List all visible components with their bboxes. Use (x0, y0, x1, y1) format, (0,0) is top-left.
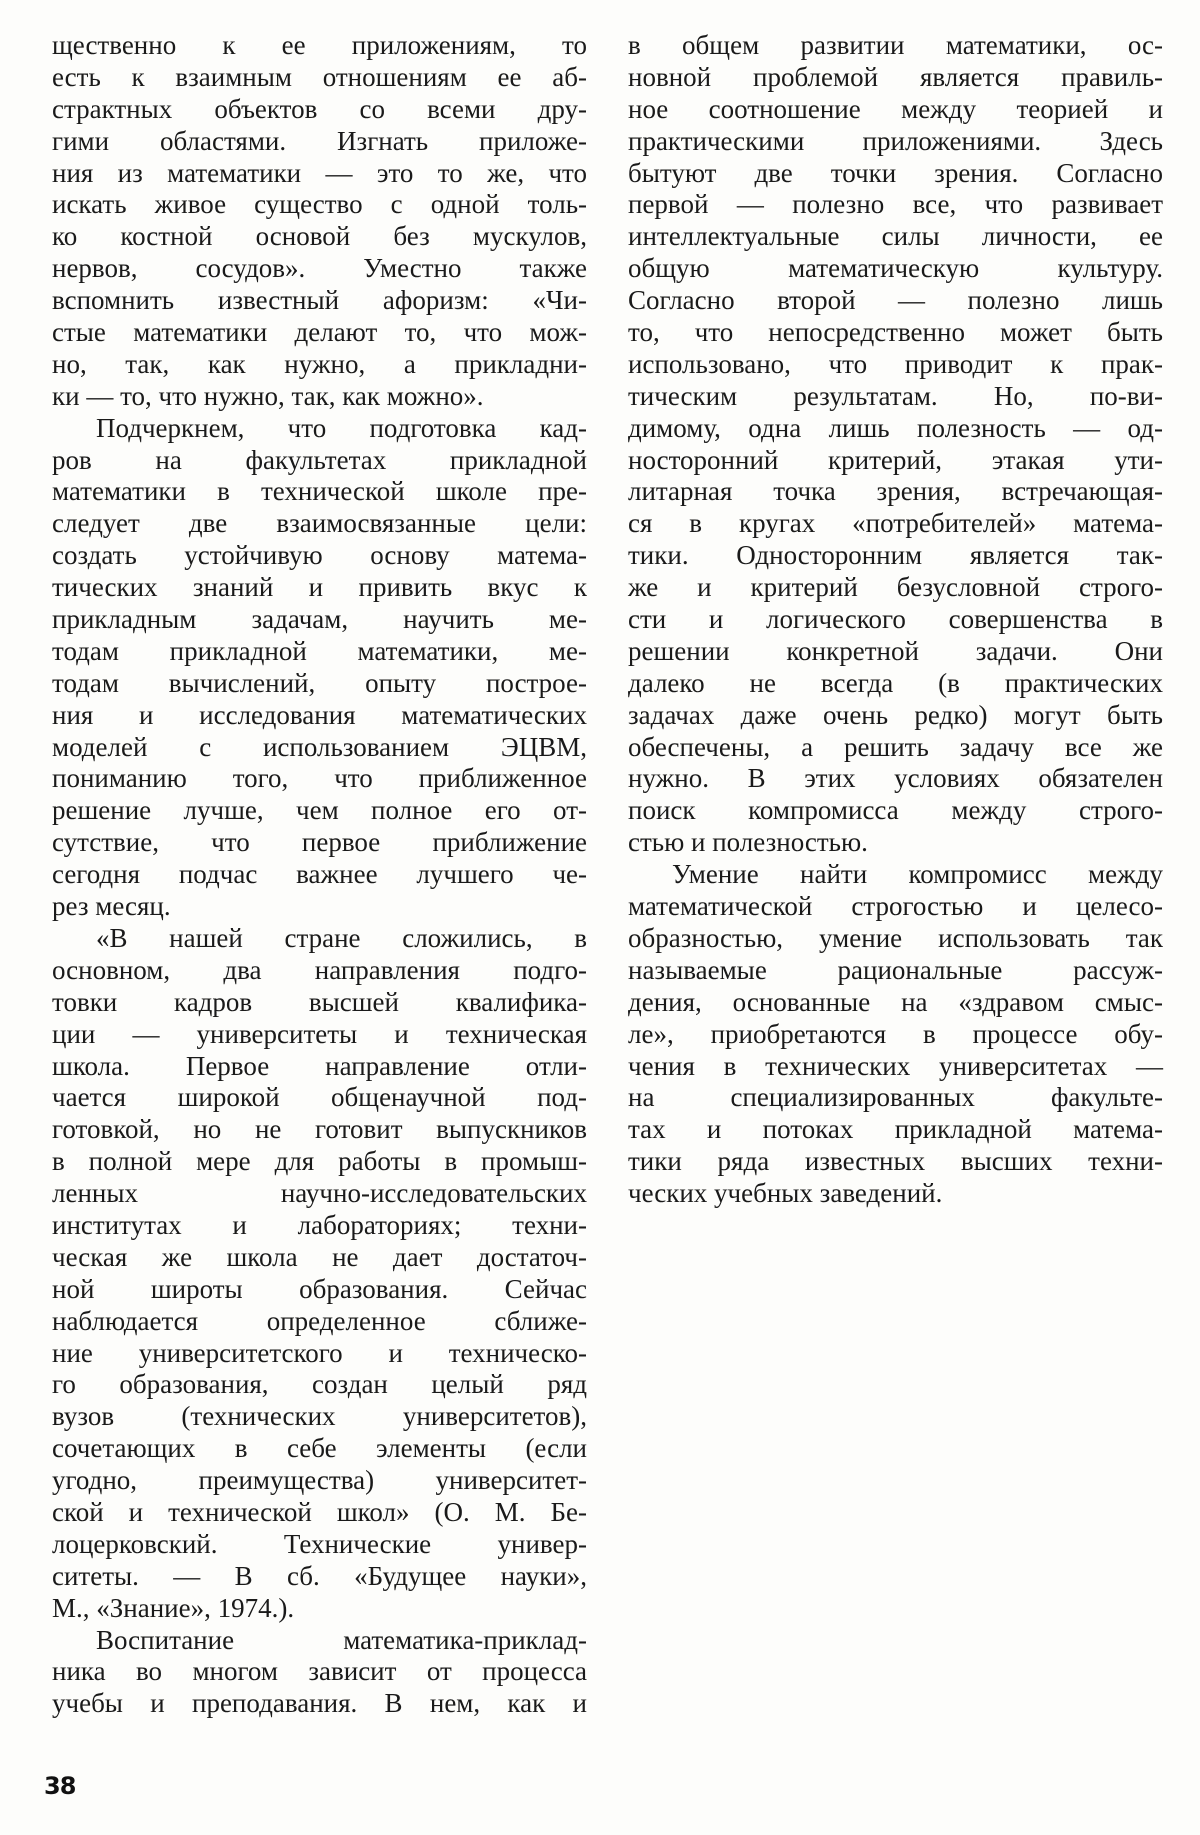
text-line: сегодня подчас важнее лучшего че- (52, 859, 587, 890)
text-line: ской и технической школ» (О. М. Бе- (52, 1496, 587, 1527)
text-line: основном, два направления подго- (52, 954, 587, 985)
text-line: есть к взаимным отношениям ее аб- (52, 61, 587, 92)
text-line: ции — университеты и техническая (52, 1018, 587, 1049)
text-line: называемые рациональные рассуж- (628, 954, 1163, 985)
text-line: наблюдается определенное сближе- (52, 1305, 587, 1336)
text-line: моделей с использованием ЭЦВМ, (52, 731, 587, 762)
text-line: ческая же школа не дает достаточ- (52, 1241, 587, 1272)
text-line: «В нашей стране сложились, в (96, 922, 587, 953)
text-line: щественно к ее приложениям, то (52, 30, 587, 60)
text-line: ной широты образования. Сейчас (52, 1273, 587, 1304)
text-line: поиск компромисса между строго- (628, 795, 1163, 826)
text-line: ленных научно-исследовательских (52, 1178, 587, 1209)
text-line: ческих учебных заведений. (628, 1178, 943, 1209)
text-line: но, так, как нужно, а прикладни- (52, 348, 587, 379)
text-line: литарная точка зрения, встречающая- (628, 476, 1163, 507)
text-line: же и критерий безусловной строго- (628, 572, 1163, 603)
text-line: Умение найти компромисс между (672, 859, 1163, 890)
text-line: общую математическую культуру. (628, 253, 1163, 284)
text-line: угодно, преимущества) университет- (52, 1465, 587, 1496)
right-column (628, 30, 1163, 1210)
text-line: нужно. В этих условиях обязателен (628, 763, 1163, 794)
text-line: математики в технической школе пре- (52, 476, 587, 507)
text-line: нервов, сосудов». Уместно также (52, 253, 587, 284)
text-line: тических знаний и привить вкус к (52, 572, 587, 603)
text-line: М., «Знание», 1974.). (52, 1592, 295, 1623)
text-line: задачах даже очень редко) могут быть (628, 699, 1163, 730)
text-line: решение лучше, чем полное его от- (52, 795, 587, 826)
text-line: чается широкой общенаучной под- (52, 1082, 587, 1113)
text-line: в общем развитии математики, ос- (628, 30, 1163, 60)
text-line: образностью, умение использовать так (628, 922, 1163, 953)
text-line: страктных объектов со всеми дру- (52, 93, 587, 124)
text-line: ко костной основой без мускулов, (52, 221, 587, 252)
text-line: обеспечены, а решить задачу все же (628, 731, 1163, 762)
text-line: практическими приложениями. Здесь (628, 125, 1163, 156)
text-line: тодам вычислений, опыту построе- (52, 667, 587, 698)
text-line: институтах и лабораториях; техни- (52, 1209, 587, 1240)
text-line: бытуют две точки зрения. Согласно (628, 157, 1163, 188)
text-line: ся в кругах «потребителей» матема- (628, 508, 1163, 539)
text-line: использовано, что приводит к прак- (628, 348, 1163, 379)
text-line: искать живое существо с одной толь- (52, 189, 587, 220)
text-line: новной проблемой является правиль- (628, 61, 1163, 92)
text-line: носторонний критерий, этакая ути- (628, 444, 1163, 475)
text-line: ле», приобретаются в процессе обу- (628, 1018, 1163, 1049)
text-line: тики. Односторонним является так- (628, 540, 1163, 571)
text-line: сочетающих в себе элементы (если (52, 1433, 587, 1464)
text-line: товки кадров высшей квалифика- (52, 986, 587, 1017)
text-line: интеллектуальные силы личности, ее (628, 221, 1163, 252)
text-line: тах и потоках прикладной матема- (628, 1114, 1163, 1145)
text-line: ние университетского и техническо- (52, 1337, 587, 1368)
text-line: математической строгостью и целесо- (628, 891, 1163, 922)
text-line: рез месяц. (52, 891, 171, 922)
text-line: тодам прикладной математики, ме- (52, 635, 587, 666)
text-line: решении конкретной задачи. Они (628, 635, 1163, 666)
text-line: димому, одна лишь полезность — од- (628, 412, 1163, 443)
text-line: сти и логического совершенства в (628, 604, 1163, 635)
text-line: вспомнить известный афоризм: «Чи- (52, 285, 587, 316)
text-line: Подчеркнем, что подготовка кад- (96, 412, 587, 443)
text-line: стью и полезностью. (628, 827, 868, 858)
text-line: гими областями. Изгнать приложе- (52, 125, 587, 156)
text-line: стые математики делают то, что мож- (52, 317, 587, 348)
text-line: тическим результатам. Но, по-ви- (628, 380, 1163, 411)
text-line: прикладным задачам, научить ме- (52, 604, 587, 635)
text-line: школа. Первое направление отли- (52, 1050, 587, 1081)
text-line: Воспитание математика-приклад- (96, 1624, 587, 1655)
text-line: первой — полезно все, что развивает (628, 189, 1163, 220)
text-line: следует две взаимосвязанные цели: (52, 508, 587, 539)
text-line: лоцерковский. Технические универ- (52, 1528, 587, 1559)
text-line: ситеты. — В сб. «Будущее науки», (52, 1560, 587, 1591)
text-line: го образования, создан целый ряд (52, 1369, 587, 1400)
text-line: вузов (технических университетов), (52, 1401, 587, 1432)
text-line: далеко не всегда (в практических (628, 667, 1163, 698)
text-line: то, что непосредственно может быть (628, 317, 1163, 348)
text-line: ния из математики — это то же, что (52, 157, 587, 188)
text-line: Согласно второй — полезно лишь (628, 285, 1163, 316)
text-line: ния и исследования математических (52, 699, 587, 730)
page-number: 38 (44, 1772, 76, 1800)
text-line: создать устойчивую основу матема- (52, 540, 587, 571)
text-line: на специализированных факульте- (628, 1082, 1163, 1113)
text-line: готовкой, но не готовит выпускников (52, 1114, 587, 1145)
text-line: ника во многом зависит от процесса (52, 1656, 587, 1687)
text-line: чения в технических университетах — (628, 1050, 1163, 1081)
text-line: ки — то, что нужно, так, как можно». (52, 380, 484, 411)
text-line: дения, основанные на «здравом смыс- (628, 986, 1163, 1017)
text-line: в полной мере для работы в промыш- (52, 1146, 587, 1177)
text-line: учебы и преподавания. В нем, как и (52, 1688, 587, 1719)
text-line: ное соотношение между теорией и (628, 93, 1163, 124)
left-column (52, 30, 587, 1720)
text-line: пониманию того, что приближенное (52, 763, 587, 794)
text-line: ров на факультетах прикладной (52, 444, 587, 475)
text-line: сутствие, что первое приближение (52, 827, 587, 858)
text-line: тики ряда известных высших техни- (628, 1146, 1163, 1177)
